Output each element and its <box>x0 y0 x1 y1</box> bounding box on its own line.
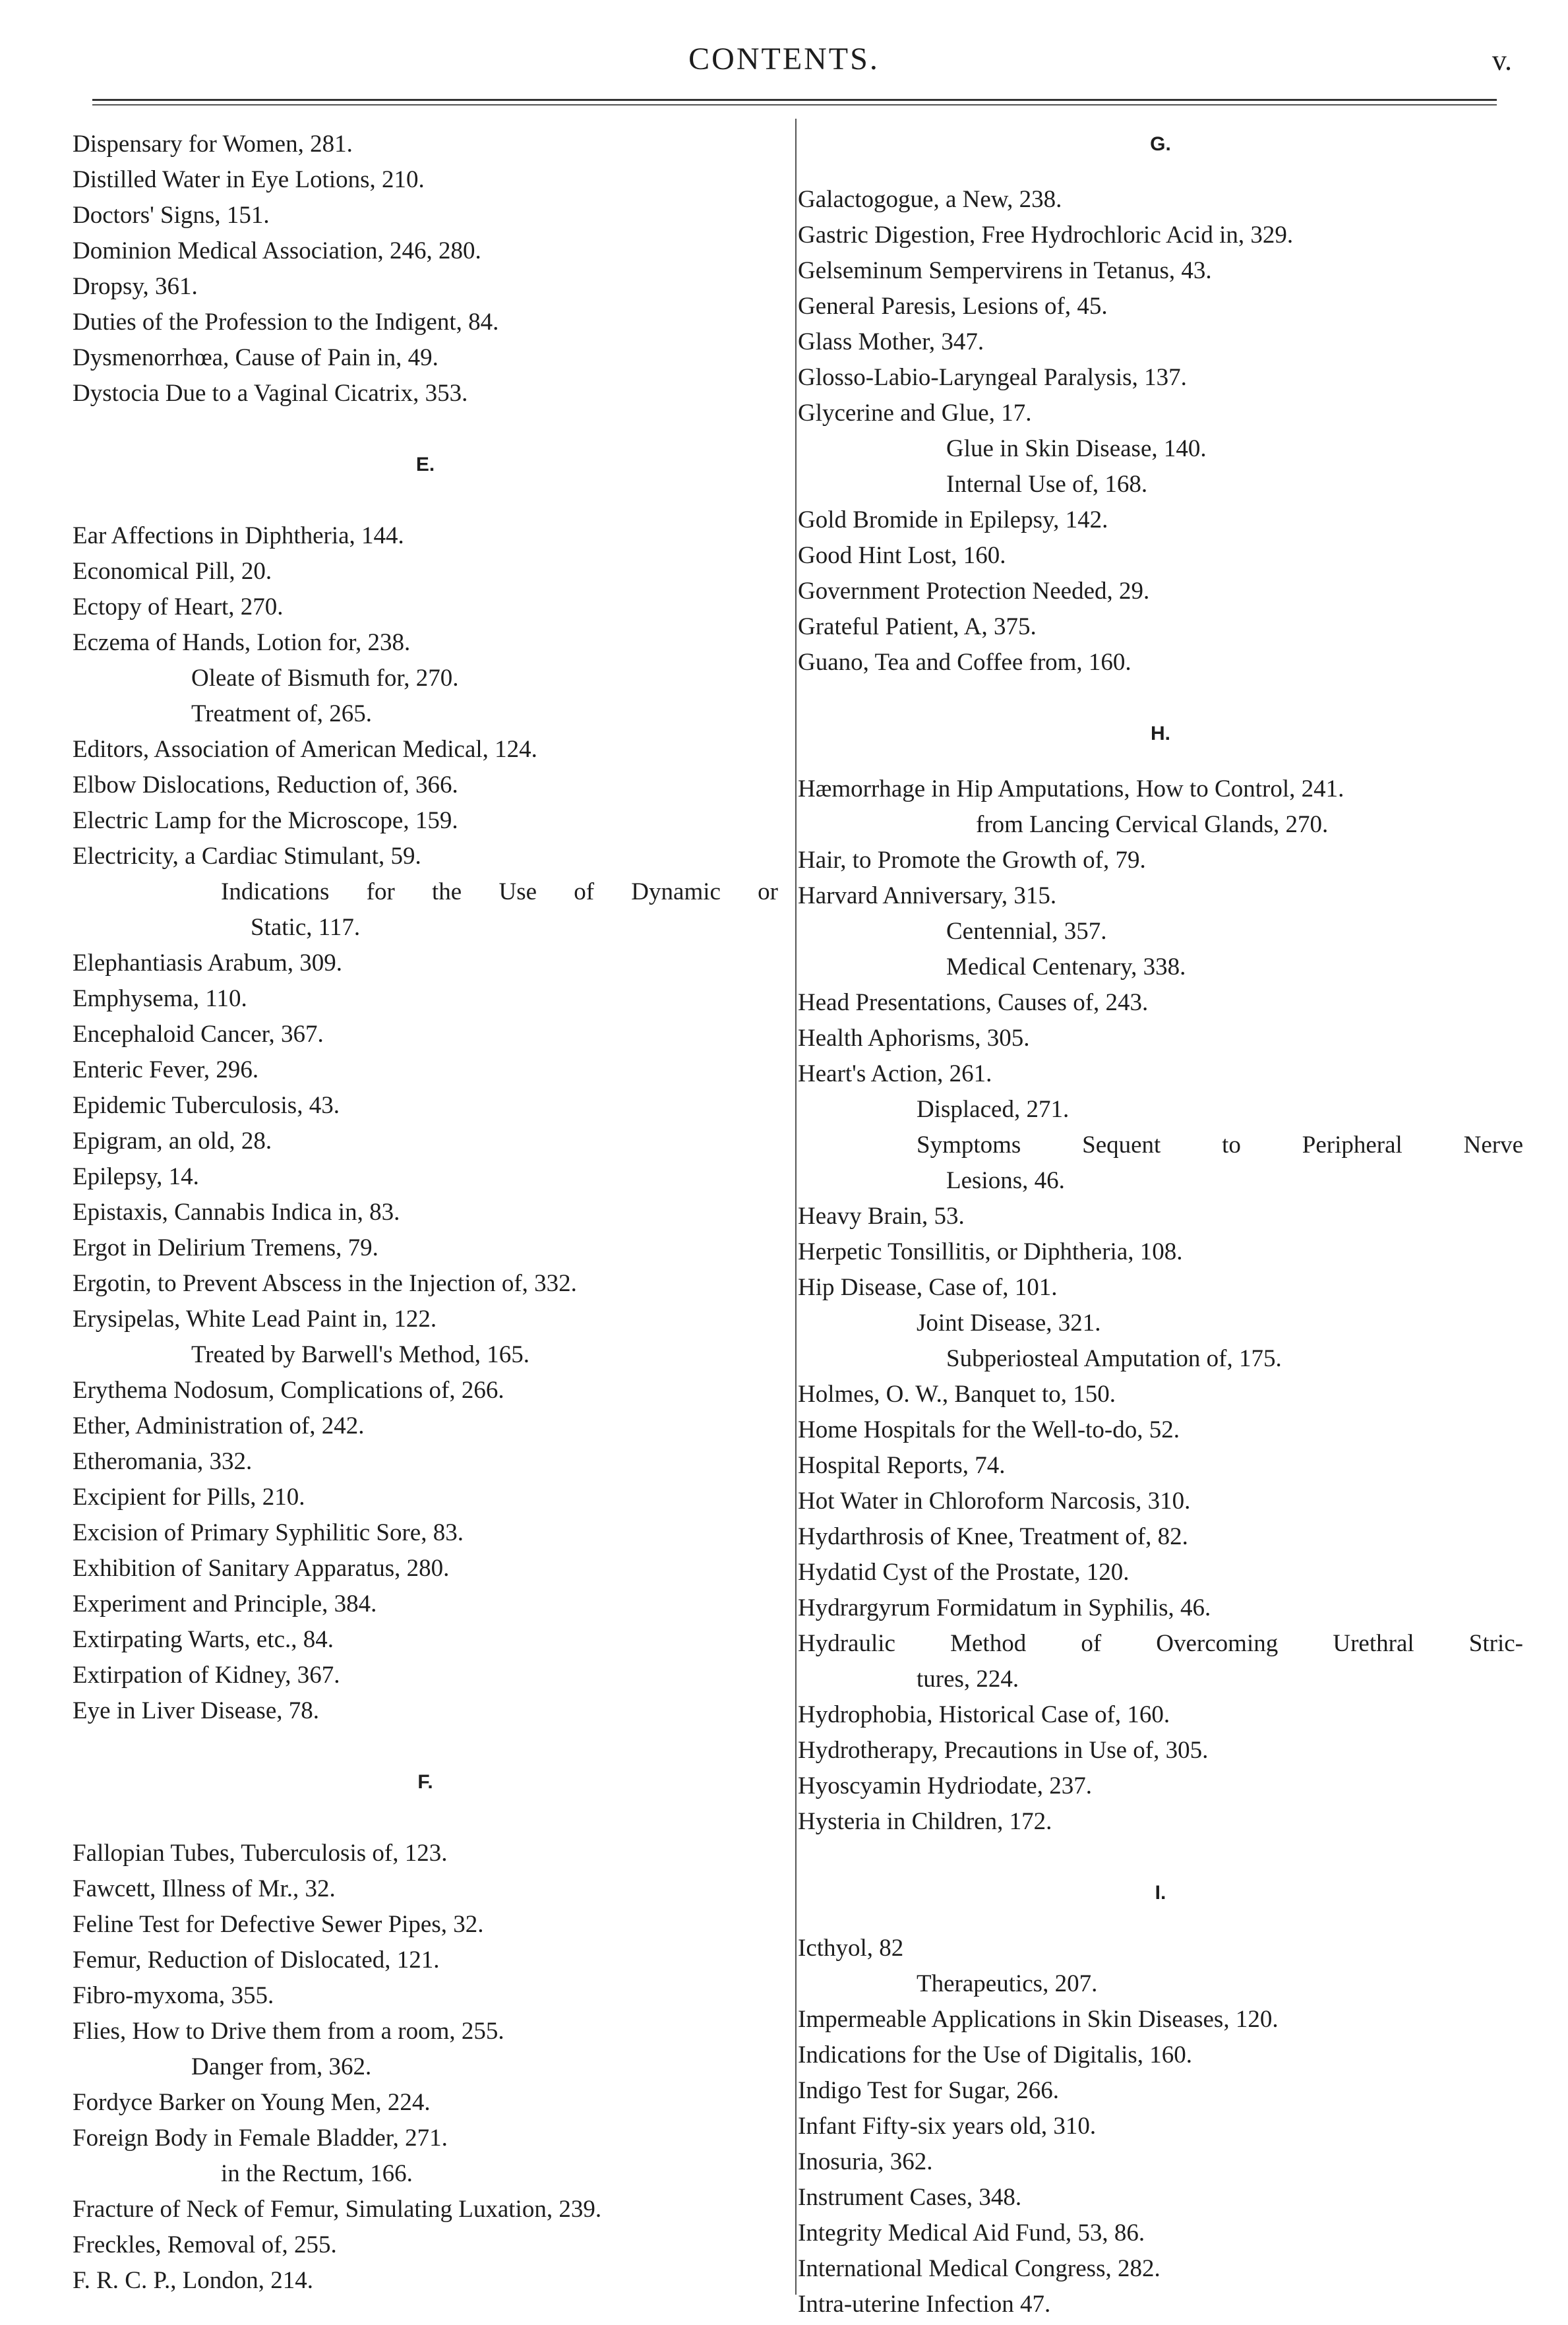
index-entry: Erysipelas, White Lead Paint in, 122. <box>73 1306 437 1333</box>
index-entry: Hydatid Cyst of the Prostate, 120. <box>798 1559 1130 1586</box>
index-entry: Dominion Medical Association, 246, 280. <box>73 237 481 264</box>
index-entry: Excision of Primary Syphilitic Sore, 83. <box>73 1519 464 1546</box>
spacer <box>798 680 1523 716</box>
index-entry: Flies, How to Drive them from a room, 255. <box>73 2018 504 2045</box>
spacer <box>73 483 778 518</box>
index-subentry: Displaced, 271. <box>917 1096 1070 1123</box>
index-entry: Fracture of Neck of Femur, Simulating Luxation, 239. <box>73 2196 602 2223</box>
index-subentry: Indications for the Use of Dynamic or <box>221 878 778 905</box>
index-entry: Economical Pill, 20. <box>73 558 272 585</box>
index-entry: Hæmorrhage in Hip Amputations, How to Control, 241. <box>798 775 1344 802</box>
header-rule-thin <box>92 104 1497 106</box>
index-entry: Doctors' Signs, 151. <box>73 202 270 229</box>
section-letter-heading: H. <box>1151 723 1170 744</box>
index-subentry: Subperiosteal Amputation of, 175. <box>946 1345 1282 1372</box>
index-entry: Grateful Patient, A, 375. <box>798 613 1037 640</box>
index-entry: Epigram, an old, 28. <box>73 1128 272 1155</box>
index-entry: Dispensary for Women, 281. <box>73 131 353 158</box>
index-entry: Etheromania, 332. <box>73 1448 253 1475</box>
index-subentry: Danger from, 362. <box>191 2053 372 2080</box>
page-number: v. <box>1492 44 1512 76</box>
section-letter-heading: F. <box>417 1771 433 1793</box>
index-entry: Encephaloid Cancer, 367. <box>73 1021 324 1048</box>
index-entry: Extirpating Warts, etc., 84. <box>73 1626 334 1653</box>
index-subentry: Lesions, 46. <box>946 1167 1065 1194</box>
index-entry: Gold Bromide in Epilepsy, 142. <box>798 506 1108 533</box>
index-entry: Duties of the Profession to the Indigent, 84. <box>73 309 499 336</box>
index-entry: Ether, Administration of, 242. <box>73 1412 365 1439</box>
index-subentry: Medical Centenary, 338. <box>946 953 1186 981</box>
index-entry: Indications for the Use of Digitalis, 160. <box>798 2041 1193 2068</box>
index-entry: Hip Disease, Case of, 101. <box>798 1274 1058 1301</box>
index-entry: Gelseminum Sempervirens in Tetanus, 43. <box>798 257 1212 284</box>
index-subentry: from Lancing Cervical Glands, 270. <box>976 811 1329 838</box>
index-entry: Foreign Body in Female Bladder, 271. <box>73 2125 448 2152</box>
index-entry: Fallopian Tubes, Tuberculosis of, 123. <box>73 1840 448 1867</box>
index-entry: Health Aphorisms, 305. <box>798 1025 1030 1052</box>
index-entry: Freckles, Removal of, 255. <box>73 2231 337 2258</box>
index-entry: Herpetic Tonsillitis, or Diphtheria, 108. <box>798 1238 1183 1265</box>
spacer <box>73 1729 778 1765</box>
index-entry: Heart's Action, 261. <box>798 1060 992 1087</box>
index-column-left <box>73 127 778 2299</box>
index-entry: Distilled Water in Eye Lotions, 210. <box>73 166 425 193</box>
index-entry: Good Hint Lost, 160. <box>798 542 1006 569</box>
spacer <box>798 162 1523 182</box>
index-entry: General Paresis, Lesions of, 45. <box>798 293 1108 320</box>
index-entry: Ergot in Delirium Tremens, 79. <box>73 1234 378 1261</box>
index-entry: F. R. C. P., London, 214. <box>73 2267 314 2294</box>
index-entry: Eczema of Hands, Lotion for, 238. <box>73 629 411 656</box>
index-entry: Femur, Reduction of Dislocated, 121. <box>73 1947 440 1974</box>
index-entry: Elbow Dislocations, Reduction of, 366. <box>73 771 458 799</box>
index-entry: Eye in Liver Disease, 78. <box>73 1697 319 1724</box>
index-entry: Feline Test for Defective Sewer Pipes, 32. <box>73 1911 484 1938</box>
index-entry: Epidemic Tuberculosis, 43. <box>73 1092 340 1119</box>
index-entry: Dropsy, 361. <box>73 273 198 300</box>
index-entry: Hydrotherapy, Precautions in Use of, 305. <box>798 1737 1209 1764</box>
index-entry: Dystocia Due to a Vaginal Cicatrix, 353. <box>73 380 468 407</box>
column-divider <box>795 119 797 2295</box>
index-entry: Electricity, a Cardiac Stimulant, 59. <box>73 843 421 870</box>
index-entry: Guano, Tea and Coffee from, 160. <box>798 649 1131 676</box>
index-subentry: Centennial, 357. <box>946 918 1107 945</box>
index-entry: Hydrophobia, Historical Case of, 160. <box>798 1701 1170 1728</box>
index-entry: Fordyce Barker on Young Men, 224. <box>73 2089 431 2116</box>
index-subentry: Glue in Skin Disease, 140. <box>946 435 1207 462</box>
index-subentry: Static, 117. <box>251 914 361 941</box>
spacer <box>73 1800 778 1836</box>
spacer <box>73 411 778 447</box>
page-header <box>0 41 1568 87</box>
index-entry: Hydarthrosis of Knee, Treatment of, 82. <box>798 1523 1188 1550</box>
index-entry: Hot Water in Chloroform Narcosis, 310. <box>798 1488 1191 1515</box>
index-subentry: Treated by Barwell's Method, 165. <box>191 1341 529 1368</box>
index-entry: Integrity Medical Aid Fund, 53, 86. <box>798 2219 1145 2247</box>
index-entry: Instrument Cases, 348. <box>798 2184 1022 2211</box>
index-entry: Gastric Digestion, Free Hydrochloric Acid in, 329. <box>798 222 1294 249</box>
index-subentry: tures, 224. <box>917 1666 1019 1693</box>
index-entry: Hydraulic Method of Overcoming Urethral Stric- <box>798 1630 1523 1657</box>
index-entry: Excipient for Pills, 210. <box>73 1484 305 1511</box>
index-entry: Experiment and Principle, 384. <box>73 1590 377 1617</box>
spacer <box>798 1911 1523 1931</box>
index-entry: Dysmenorrhœa, Cause of Pain in, 49. <box>73 344 438 371</box>
index-entry: Glosso-Labio-Laryngeal Paralysis, 137. <box>798 364 1187 391</box>
index-subentry: Therapeutics, 207. <box>917 1970 1098 1997</box>
index-entry: Home Hospitals for the Well-to-do, 52. <box>798 1416 1180 1443</box>
index-entry: Elephantiasis Arabum, 309. <box>73 950 342 977</box>
index-entry: Epistaxis, Cannabis Indica in, 83. <box>73 1199 400 1226</box>
index-entry: Galactogogue, a New, 238. <box>798 186 1062 213</box>
index-entry: Hospital Reports, 74. <box>798 1452 1006 1479</box>
index-entry: Exhibition of Sanitary Apparatus, 280. <box>73 1555 450 1582</box>
index-entry: Hysteria in Children, 172. <box>798 1808 1052 1835</box>
section-letter-heading: E. <box>415 454 435 475</box>
index-entry: Ear Affections in Diphtheria, 144. <box>73 522 404 549</box>
index-entry: Intra-uterine Infection 47. <box>798 2291 1051 2318</box>
index-subentry: Joint Disease, 321. <box>917 1310 1101 1337</box>
header-rule <box>92 99 1497 101</box>
index-subentry: Treatment of, 265. <box>191 700 373 727</box>
index-entry: Fawcett, Illness of Mr., 32. <box>73 1875 336 1902</box>
index-entry: Emphysema, 110. <box>73 985 247 1012</box>
index-column-right <box>798 127 1523 2322</box>
spacer <box>798 1840 1523 1875</box>
index-subentry: Internal Use of, 168. <box>946 471 1148 498</box>
index-entry: Government Protection Needed, 29. <box>798 578 1150 605</box>
index-entry: Enteric Fever, 296. <box>73 1056 259 1083</box>
index-entry: Epilepsy, 14. <box>73 1163 199 1190</box>
index-entry: Icthyol, 82 <box>798 1935 904 1962</box>
section-letter-heading: G. <box>1150 133 1171 155</box>
index-entry: Erythema Nodosum, Complications of, 266. <box>73 1377 504 1404</box>
index-entry: Fibro-myxoma, 355. <box>73 1982 274 2009</box>
index-entry: Glycerine and Glue, 17. <box>798 400 1032 427</box>
section-letter-heading: I. <box>1155 1882 1166 1904</box>
index-entry: Glass Mother, 347. <box>798 328 984 355</box>
index-entry: Harvard Anniversary, 315. <box>798 882 1057 909</box>
index-entry: Impermeable Applications in Skin Diseases, 120. <box>798 2006 1279 2033</box>
index-entry: Hyoscyamin Hydriodate, 237. <box>798 1772 1092 1799</box>
index-subentry: Symptoms Sequent to Peripheral Nerve <box>917 1132 1523 1159</box>
index-subentry: Oleate of Bismuth for, 270. <box>191 665 459 692</box>
index-entry: Editors, Association of American Medical, 124. <box>73 736 537 763</box>
index-entry: Hair, to Promote the Growth of, 79. <box>798 847 1146 874</box>
index-entry: Ectopy of Heart, 270. <box>73 593 284 620</box>
index-entry: Ergotin, to Prevent Abscess in the Injection of, 332. <box>73 1270 577 1297</box>
index-entry: International Medical Congress, 282. <box>798 2255 1161 2282</box>
index-subentry: in the Rectum, 166. <box>221 2160 413 2187</box>
page-title: CONTENTS. <box>688 42 880 76</box>
index-entry: Infant Fifty-six years old, 310. <box>798 2113 1097 2140</box>
index-entry: Head Presentations, Causes of, 243. <box>798 989 1149 1016</box>
spacer <box>798 752 1523 771</box>
index-entry: Holmes, O. W., Banquet to, 150. <box>798 1381 1116 1408</box>
index-entry: Indigo Test for Sugar, 266. <box>798 2077 1060 2104</box>
index-entry: Hydrargyrum Formidatum in Syphilis, 46. <box>798 1594 1211 1621</box>
index-entry: Extirpation of Kidney, 367. <box>73 1662 340 1689</box>
index-entry: Inosuria, 362. <box>798 2148 933 2175</box>
index-entry: Heavy Brain, 53. <box>798 1203 965 1230</box>
index-entry: Electric Lamp for the Microscope, 159. <box>73 807 458 834</box>
